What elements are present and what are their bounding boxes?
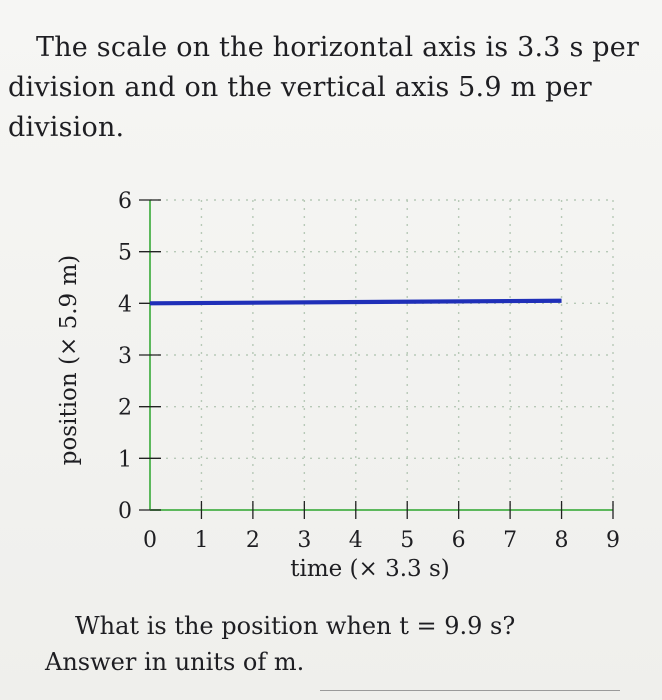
prompt-line-3: division.	[8, 112, 125, 143]
y-tick-label: 0	[118, 499, 132, 524]
x-tick-label: 6	[451, 528, 466, 553]
x-tick-label: 7	[503, 528, 518, 553]
prompt-line-2: division and on the vertical axis 5.9 m per	[8, 72, 592, 103]
question	[45, 608, 645, 680]
answer-rule	[320, 690, 620, 691]
x-tick-label: 8	[554, 528, 569, 553]
x-tick-label: 0	[143, 528, 157, 553]
position-series-line	[150, 301, 562, 304]
problem-prompt	[8, 28, 648, 148]
position-time-chart	[0, 170, 662, 590]
x-axis-label: time (× 3.3 s)	[290, 556, 450, 582]
x-tick-label: 2	[245, 528, 260, 553]
y-tick-label: 1	[118, 447, 132, 473]
x-axis	[143, 501, 620, 553]
prompt-line-1: The scale on the horizontal axis is 3.3 s per	[36, 32, 640, 63]
question-line-2: Answer in units of m.	[45, 648, 305, 676]
y-axis-label: position (× 5.9 m)	[56, 254, 82, 466]
series	[150, 301, 562, 304]
x-tick-label: 3	[297, 528, 312, 553]
y-tick-label: 6	[118, 189, 132, 214]
x-tick-label: 4	[348, 528, 363, 553]
y-axis	[118, 189, 161, 524]
y-tick-label: 4	[118, 292, 132, 318]
y-tick-label: 5	[118, 240, 132, 266]
x-tick-label: 9	[606, 528, 620, 553]
grid	[150, 200, 613, 510]
question-line-1: What is the position when t = 9.9 s?	[75, 612, 516, 640]
y-tick-label: 2	[118, 395, 132, 421]
x-tick-label: 1	[194, 528, 209, 553]
top-border	[0, 0, 662, 6]
y-tick-label: 3	[118, 344, 132, 369]
x-tick-label: 5	[400, 528, 415, 553]
